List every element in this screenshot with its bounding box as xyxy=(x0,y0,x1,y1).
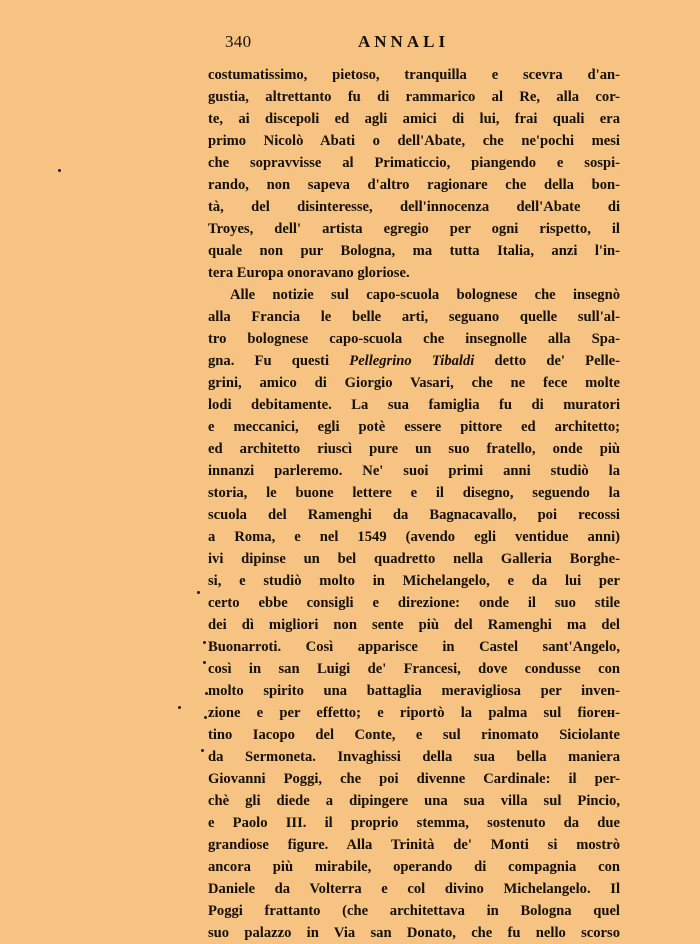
text-line: tera Europa onoravano gloriose. xyxy=(208,265,410,281)
text-line: rando, non sapeva d'altro ragionare che della bon- xyxy=(208,177,620,193)
text-line: ed architetto riuscì pure un suo fratello, onde più xyxy=(208,441,620,457)
text-line: suo palazzo in Via san Donato, che fu nello scorso xyxy=(208,925,620,941)
body-text xyxy=(208,64,620,944)
text-line: Giovanni Poggi, che poi divenne Cardinale: il per- xyxy=(208,771,620,787)
text-line: innanzi parleremo. Ne' suoi primi anni studiò la xyxy=(208,463,620,479)
text-line: grandiose figure. Alla Trinità de' Monti si mostrò xyxy=(208,837,620,853)
text-line: ivi dipinse un bel quadretto nella Galleria Borghe- xyxy=(208,551,620,567)
text-line: zione e per effetto; e riportò la palma sul fiorен- xyxy=(208,705,620,721)
text-line: gustia, altrettanto fu di rammarico al Re, alla cor- xyxy=(208,89,620,105)
text-line: così in san Luigi de' Francesi, dove condusse con xyxy=(208,661,620,677)
text-line: Poggi frattanto (che architettava in Bologna quel xyxy=(208,903,620,919)
text-line: quale non pur Bologna, ma tutta Italia, anzi l'in- xyxy=(208,243,620,259)
print-speck xyxy=(201,749,204,752)
page-number: 340 xyxy=(225,32,252,51)
print-speck xyxy=(204,716,207,719)
text-line: ancora più mirabile, operando di compagnia con xyxy=(208,859,620,875)
text-line: te, ai discepoli ed agli amici di lui, frai quali era xyxy=(208,111,620,127)
text-line: e Paolo III. il proprio stemma, sostenuto da due xyxy=(208,815,620,831)
text-line: tro bolognese capo-scuola che insegnolle alla Spa- xyxy=(208,331,620,347)
text-line: da Sermoneta. Invaghissi della sua bella maniera xyxy=(208,749,620,765)
text-line: lodi debitamente. La sua famiglia fu di muratori xyxy=(208,397,620,413)
text-line: Alle notizie sul capo-scuola bolognese che insegnò xyxy=(230,287,620,303)
text-line-segment: gna. Fu questi xyxy=(208,353,350,369)
text-line xyxy=(208,350,620,372)
text-line: scuola del Ramenghi da Bagnacavallo, poi recossi xyxy=(208,507,620,523)
text-line: a Roma, e nel 1549 (avendo egli ventidue anni) xyxy=(208,529,620,545)
text-line: dei dì migliori non sente più del Ramenghi ma del xyxy=(208,617,620,633)
text-line: Troyes, dell' artista egregio per ogni rispetto, il xyxy=(208,221,620,237)
running-title: ANNALI xyxy=(358,32,450,51)
text-line: chè gli diede a dipingere una sua villa sul Pincio, xyxy=(208,793,620,809)
text-line: certo ebbe consigli e direzione: onde il suo stile xyxy=(208,595,620,611)
text-line: tà, del disinteresse, dell'innocenza dell'Abate di xyxy=(208,199,620,215)
print-speck xyxy=(197,591,200,594)
print-speck xyxy=(178,706,181,709)
print-speck xyxy=(205,692,208,695)
text-line: grini, amico di Giorgio Vasari, che ne fece molte xyxy=(208,375,620,391)
print-speck xyxy=(58,169,61,172)
text-line-segment: detto de' Pelle- xyxy=(474,353,621,369)
print-speck xyxy=(203,661,206,664)
text-line: storia, le buone lettere e il disegno, seguendo la xyxy=(208,485,620,501)
text-line: Buonarroti. Così apparisce in Castel sant'Angelo, xyxy=(208,639,620,655)
page-header xyxy=(208,30,620,54)
italic-name: Pellegrino Tibaldi xyxy=(349,353,475,369)
print-speck xyxy=(203,641,206,644)
text-line: alla Francia le belle arti, seguano quelle sull'al- xyxy=(208,309,620,325)
text-line: primo Nicolò Abati o dell'Abate, che ne'pochi mesi xyxy=(208,133,620,149)
text-line: che sopravvisse al Primaticcio, piangendo e sospi- xyxy=(208,155,620,171)
text-line: si, e studiò molto in Michelangelo, e da lui per xyxy=(208,573,620,589)
text-line: molto spirito una battaglia meravigliosa per inven- xyxy=(208,683,620,699)
text-line: tino Iacopo del Conte, e sul rinomato Siciolante xyxy=(208,727,620,743)
text-line: costumatissimo, pietoso, tranquilla e scevra d'an- xyxy=(208,67,620,83)
text-line: Daniele da Volterra e col divino Michelangelo. Il xyxy=(208,881,620,897)
text-line: e meccanici, egli potè essere pittore ed architetto; xyxy=(208,419,620,435)
